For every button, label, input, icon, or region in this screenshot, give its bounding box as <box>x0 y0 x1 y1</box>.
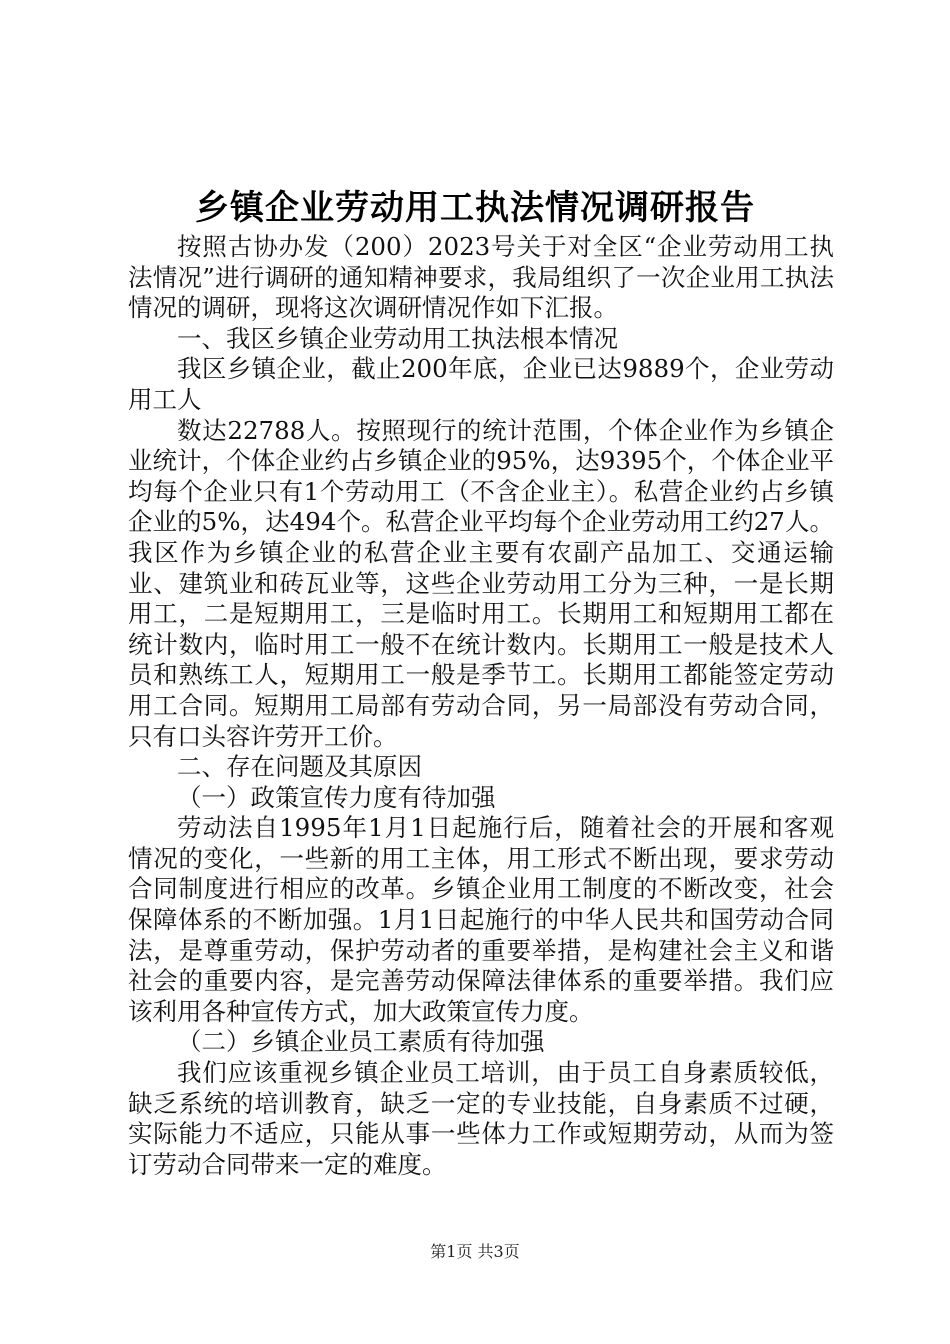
body-paragraph: 我区乡镇企业，截止200年底，企业已达9889个，企业劳动用工人 <box>128 354 834 414</box>
section-heading-1: 一、我区乡镇企业劳动用工执法根本情况 <box>177 323 618 353</box>
page-number-footer: 第1页 共3页 <box>430 1242 520 1261</box>
subsection-heading-2: （二）乡镇企业员工素质有待加强 <box>177 1027 545 1057</box>
body-paragraph: 劳动法自1995年1月1日起施行后，随着社会的开展和客观情况的变化，一些新的用工主体，用工形式不断出现，要求劳动合同制度进行相应的改革。乡镇企业用工制度的不断改变，社会保障体系的不断加强。1月1日起施行的中华人民共和国劳动合同法，是尊重劳动，保护劳动者的重要举措，是构建社会主义和谐社会的重要内容，是完善劳动保障法律体系的重要举措。我们应该利用各种宣传方式，加大政策宣传力度。 <box>128 813 834 1026</box>
body-paragraph: 我们应该重视乡镇企业员工培训，由于员工自身素质较低，缺乏系统的培训教育，缺乏一定的专业技能，自身素质不过硬，实际能力不适应，只能从事一些体力工作或短期劳动，从而为签订劳动合同带来一定的难度。 <box>128 1058 834 1179</box>
intro-paragraph: 按照古协办发（200）2023号关于对全区“企业劳动用工执法情况”进行调研的通知精神要求，我局组织了一次企业用工执法情况的调研，现将这次调研情况作如下汇报。 <box>128 232 834 323</box>
section-heading-2: 二、存在问题及其原因 <box>177 752 422 782</box>
document-title: 乡镇企业劳动用工执法情况调研报告 <box>195 188 755 228</box>
subsection-heading-1: （一）政策宣传力度有待加强 <box>177 782 496 812</box>
document-body <box>128 232 834 1180</box>
body-paragraph: 数达22788人。按照现行的统计范围，个体企业作为乡镇企业统计，个体企业约占乡镇企业的95%，达9395个，个体企业平均每个企业只有1个劳动用工（不含企业主）。私营企业约占乡镇企业的5%，达494个。私营企业平均每个企业劳动用工约27人。我区作为乡镇企业的私营企业主要有农副产品加工、交通运输业、建筑业和砖瓦业等，这些企业劳动用工分为三种，一是长期用工，二是短期用工，三是临时用工。长期用工和短期用工都在统计数内，临时用工一般不在统计数内。长期用工一般是技术人员和熟练工人，短期用工一般是季节工。长期用工都能签定劳动用工合同。短期用工局部有劳动合同，另一局部没有劳动合同，只有口头容许劳开工价。 <box>128 415 834 751</box>
